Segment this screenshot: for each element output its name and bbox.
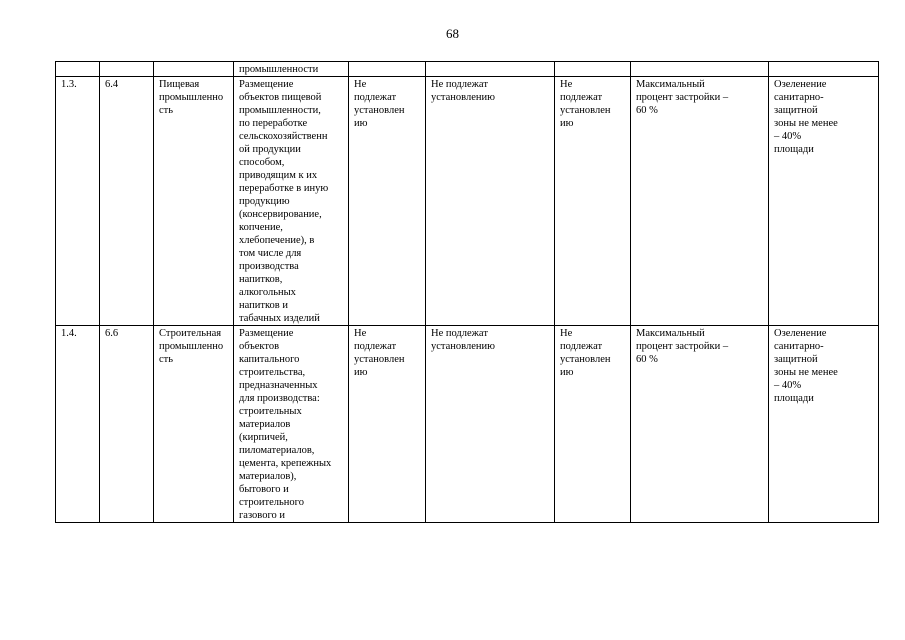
cell-description — [234, 62, 349, 77]
cell-line: установлению — [431, 341, 495, 352]
cell-col5 — [349, 326, 426, 523]
col5-lines — [354, 327, 420, 379]
cell-line: Пищевая — [159, 79, 200, 90]
cell-line: 60 % — [636, 354, 658, 365]
cell-line: 60 % — [636, 105, 658, 116]
cell-line: подлежат — [354, 341, 397, 352]
cell-name — [154, 77, 234, 326]
cell-line: зоны не менее — [774, 118, 838, 129]
cell-line: промышленно — [159, 92, 224, 103]
cell-line: строительного — [239, 497, 304, 508]
cell-line: промышленности, — [239, 105, 321, 116]
cell-line: Не — [560, 328, 573, 339]
cell-line: ию — [560, 118, 574, 129]
cell-line: табачных изделий — [239, 313, 320, 324]
description-line: промышленности — [239, 64, 319, 75]
cell-line: газового и — [239, 510, 285, 521]
cell-line: Максимальный — [636, 328, 705, 339]
cell-line: Не — [354, 79, 367, 90]
description-lines — [239, 63, 343, 76]
cell-col5 — [349, 77, 426, 326]
cell-line: Озеленение — [774, 79, 827, 90]
cell-line: подлежат — [354, 92, 397, 103]
cell-line: – 40% — [774, 131, 802, 142]
cell-line: защитной — [774, 354, 818, 365]
cell-line: строительства, — [239, 367, 306, 378]
cell-num — [56, 62, 100, 77]
cell-col9 — [769, 326, 879, 523]
col7-lines — [560, 327, 625, 379]
cell-line: подлежат — [560, 341, 603, 352]
cell-line: напитков, — [239, 274, 283, 285]
cell-num: 1.4. — [56, 326, 100, 523]
cell-line: процент застройки – — [636, 341, 729, 352]
cell-line: ию — [560, 367, 574, 378]
cell-line: ию — [354, 367, 368, 378]
cell-line: копчение, — [239, 222, 283, 233]
cell-line: способом, — [239, 157, 285, 168]
cell-line: промышленно — [159, 341, 224, 352]
cell-line: Строительная — [159, 328, 222, 339]
cell-line: алкогольных — [239, 287, 296, 298]
name-lines — [159, 78, 228, 117]
cell-line: санитарно- — [774, 341, 824, 352]
cell-line: Размещение — [239, 328, 294, 339]
cell-code: 6.4 — [100, 77, 154, 326]
cell-line: том числе для — [239, 248, 302, 259]
cell-line: объектов пищевой — [239, 92, 322, 103]
col8-lines — [636, 78, 763, 117]
cell-col7 — [555, 62, 631, 77]
cell-line: ой продукции — [239, 144, 301, 155]
cell-line: бытового и — [239, 484, 289, 495]
cell-line: переработке в иную — [239, 183, 329, 194]
cell-code — [100, 62, 154, 77]
cell-line: процент застройки – — [636, 92, 729, 103]
table-row — [56, 326, 879, 523]
cell-line: подлежат — [560, 92, 603, 103]
cell-line: санитарно- — [774, 92, 824, 103]
cell-col9 — [769, 62, 879, 77]
col6-lines — [431, 78, 549, 104]
cell-line: – 40% — [774, 380, 802, 391]
cell-line: объектов — [239, 341, 280, 352]
cell-line: Не подлежат — [431, 328, 488, 339]
cell-line: строительных — [239, 406, 302, 417]
cell-col8 — [631, 77, 769, 326]
cell-line: приводящим к их — [239, 170, 318, 181]
cell-line: Максимальный — [636, 79, 705, 90]
cell-line: установлению — [431, 92, 495, 103]
cell-col6 — [426, 77, 555, 326]
cell-line: производства — [239, 261, 299, 272]
cell-num: 1.3. — [56, 77, 100, 326]
cell-line: материалов), — [239, 471, 297, 482]
cell-col7 — [555, 326, 631, 523]
cell-line: защитной — [774, 105, 818, 116]
cell-line: Размещение — [239, 79, 294, 90]
description-lines — [239, 327, 343, 522]
cell-line: хлебопечение), в — [239, 235, 315, 246]
cell-line: капитального — [239, 354, 300, 365]
cell-col6 — [426, 62, 555, 77]
cell-code: 6.6 — [100, 326, 154, 523]
cell-line: площади — [774, 144, 814, 155]
cell-col8 — [631, 62, 769, 77]
cell-line: (кирпичей, — [239, 432, 288, 443]
cell-name — [154, 326, 234, 523]
cell-col6 — [426, 326, 555, 523]
page-number: 68 — [446, 26, 459, 41]
zoning-table — [55, 61, 879, 523]
col6-lines — [431, 327, 549, 353]
cell-line: установлен — [560, 105, 611, 116]
continuation-row — [56, 62, 879, 77]
cell-col9 — [769, 77, 879, 326]
cell-line: Не — [560, 79, 573, 90]
col7-lines — [560, 78, 625, 130]
name-lines — [159, 327, 228, 366]
cell-line: предназначенных — [239, 380, 318, 391]
cell-line: Озеленение — [774, 328, 827, 339]
table-row — [56, 77, 879, 326]
cell-line: цемента, крепежных — [239, 458, 332, 469]
cell-description — [234, 77, 349, 326]
cell-line: по переработке — [239, 118, 308, 129]
col9-lines — [774, 78, 873, 156]
cell-line: площади — [774, 393, 814, 404]
description-lines — [239, 78, 343, 325]
cell-line: (консервирование, — [239, 209, 322, 220]
cell-line: напитков и — [239, 300, 288, 311]
cell-line: ию — [354, 118, 368, 129]
cell-line: сть — [159, 105, 174, 116]
cell-col7 — [555, 77, 631, 326]
cell-line: продукцию — [239, 196, 290, 207]
cell-col8 — [631, 326, 769, 523]
col5-lines — [354, 78, 420, 130]
cell-line: для производства: — [239, 393, 320, 404]
table-body — [56, 62, 879, 523]
cell-line: сельскохозяйственн — [239, 131, 328, 142]
cell-col5 — [349, 62, 426, 77]
cell-line: пиломатериалов, — [239, 445, 315, 456]
cell-name — [154, 62, 234, 77]
cell-line: зоны не менее — [774, 367, 838, 378]
cell-line: материалов — [239, 419, 291, 430]
col8-lines — [636, 327, 763, 366]
cell-line: установлен — [354, 105, 405, 116]
col9-lines — [774, 327, 873, 405]
cell-line: Не подлежат — [431, 79, 488, 90]
cell-description — [234, 326, 349, 523]
cell-line: установлен — [560, 354, 611, 365]
cell-line: установлен — [354, 354, 405, 365]
cell-line: сть — [159, 354, 174, 365]
cell-line: Не — [354, 328, 367, 339]
